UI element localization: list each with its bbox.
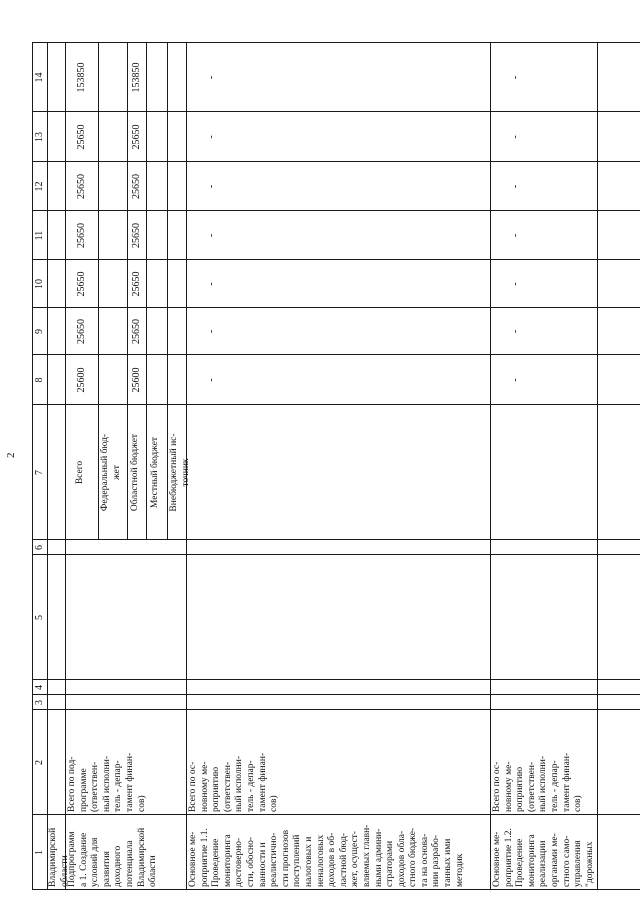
empty-value-dash: - — [510, 378, 521, 382]
funding-source-label — [169, 407, 192, 538]
measure-1-1-title-line: реалистично- — [269, 832, 280, 887]
row-rule — [65, 42, 66, 890]
column-number-8: 8 — [34, 377, 45, 383]
measure-1-2-title-line: управления — [573, 840, 584, 887]
funding-source-label-line: Внебюджетный ис- — [169, 433, 179, 512]
empty-value-dash: - — [206, 329, 217, 334]
measure-1-1-title-line: ными админи- — [373, 828, 384, 887]
subprogram-title-line: области — [148, 855, 159, 887]
measure-1-1-title-line: методик — [454, 853, 465, 887]
measure-1-2-title-line: Проведение — [515, 838, 526, 887]
subprogram-responsible-line: программе — [78, 768, 89, 812]
funding-source-label-line: Местный бюджет — [149, 436, 160, 509]
empty-value-dash: - — [206, 184, 217, 189]
column-number-7: 7 — [34, 470, 45, 475]
column-number-9: 9 — [34, 329, 45, 334]
funding-source-label — [100, 407, 123, 538]
empty-value-dash: - — [206, 135, 217, 139]
column-rule — [32, 210, 640, 211]
budget-value: 25650 — [75, 319, 87, 344]
measure-1-1-title-line: Основное ме- — [188, 831, 198, 887]
measure-1-1-title-line: налоговых и — [303, 836, 314, 887]
budget-value: 25600 — [75, 367, 87, 393]
column-rule — [32, 554, 640, 555]
column-number-5: 5 — [34, 615, 45, 620]
budget-value: 25650 — [130, 174, 142, 199]
measure-1-1-responsible-line: Всего по ос- — [188, 761, 198, 812]
budget-value: 25650 — [130, 319, 142, 344]
measure-1-1-title-line: вляемых главн- — [361, 824, 372, 887]
measure-1-1-responsible-line: тамент финан- — [257, 752, 268, 812]
subprogram-responsible-line: тель - депар- — [113, 760, 124, 812]
funding-source-label-line: Федеральный бюд- — [100, 433, 110, 512]
measure-1-1-title-line: ластной бюд- — [338, 832, 349, 887]
measure-1-1-responsible-line: новному ме- — [199, 761, 210, 812]
measure-1-2-responsible-line: ный исполни- — [538, 755, 549, 812]
source-row-rule — [167, 42, 168, 540]
budget-value: 153850 — [130, 62, 142, 93]
measure-1-1-title-line: страторами — [385, 840, 396, 887]
empty-value-dash: - — [206, 378, 217, 382]
column-rule — [32, 354, 640, 355]
subprogram-responsible-line: (ответствен- — [90, 761, 101, 812]
row1-label-line: области — [59, 855, 70, 887]
column-rule — [32, 404, 640, 405]
measure-1-1-responsible-line: роприятию — [211, 766, 222, 812]
funding-source-label-line: Областной бюджет — [129, 433, 140, 512]
subprogram-title-line: Владимирской — [136, 827, 147, 887]
measure-1-2-title-line: "дорожных — [584, 841, 595, 887]
subprogram-responsible-line: тамент финан- — [124, 752, 135, 812]
column-rule — [32, 679, 640, 680]
column-number-12: 12 — [34, 181, 45, 192]
measure-1-1-responsible-line: тель - депар- — [245, 760, 256, 812]
measure-1-1-responsible-line: (ответствен- — [222, 761, 233, 812]
measure-1-1-title-line: достоверно- — [234, 837, 245, 887]
column-number-13: 13 — [34, 132, 45, 142]
measure-1-1-responsible-line: ный исполни- — [234, 755, 245, 812]
measure-1-1-title-line: сти, обосно- — [245, 837, 256, 887]
row1-label-line: Владимирской — [48, 827, 58, 887]
column-number-1: 1 — [34, 850, 45, 855]
funding-source-label — [75, 407, 87, 538]
measure-1-2-title-line: стного само- — [561, 835, 572, 887]
funding-source-label-line: Всего — [74, 460, 85, 485]
source-row-rule — [146, 42, 147, 540]
subprogram-responsible-line: ный исполни- — [101, 755, 112, 812]
subprogram-title-line: а 1. Создание — [78, 832, 89, 887]
column-number-4: 4 — [34, 685, 45, 690]
measure-1-2-title-line: реализации — [538, 840, 549, 887]
measure-1-1-title-line: нии разрабо- — [431, 834, 442, 887]
measure-1-2-responsible-line: тель - депар- — [549, 760, 560, 812]
source-row-rule — [127, 42, 128, 540]
measure-1-2-responsible-line: тамент финан- — [561, 752, 572, 812]
column-rule — [32, 259, 640, 260]
page-number: 2 — [5, 452, 17, 458]
subprogram-responsible-line: сов) — [136, 795, 147, 812]
measure-1-2-responsible — [492, 712, 585, 812]
budget-value: 25650 — [75, 271, 87, 297]
subprogram-responsible-line: Всего по под- — [67, 756, 77, 812]
budget-value: 153850 — [75, 62, 87, 93]
column-number-10: 10 — [34, 279, 45, 289]
measure-1-1-title-line: танных ими — [443, 838, 454, 887]
budget-value: 25650 — [75, 174, 87, 199]
funding-source-label — [150, 407, 162, 538]
measure-1-1-responsible — [188, 712, 281, 812]
measure-1-2-title-line: Основное ме- — [492, 831, 502, 887]
measure-1-1-title-line: сти прогнозов — [280, 829, 291, 887]
subprogram-title-line: доходного — [113, 845, 124, 887]
budget-value: 25650 — [75, 223, 87, 248]
subprogram-title-line: развития — [101, 851, 112, 887]
budget-value: 25650 — [130, 271, 142, 297]
measure-1-2-responsible-line: новному ме- — [503, 761, 514, 812]
empty-value-dash: - — [206, 75, 217, 80]
measure-1-1-title-line: неналоговых — [315, 834, 326, 887]
measure-1-1-title-line: мониторинга — [222, 834, 233, 887]
column-number-3: 3 — [34, 700, 45, 705]
measure-1-1-responsible-line: сов) — [269, 795, 280, 812]
column-rule — [32, 307, 640, 308]
measure-1-1-title-line: та на основа- — [419, 833, 430, 887]
subprogram-title-line: Подпрограмм — [67, 831, 77, 887]
measure-1-2-title-line: органами ме- — [549, 833, 560, 887]
empty-value-dash: - — [510, 75, 521, 80]
empty-value-dash: - — [510, 184, 521, 189]
measure-1-2-responsible-line: сов) — [573, 795, 584, 812]
measure-1-2-title — [492, 817, 596, 887]
budget-value: 25650 — [75, 124, 87, 150]
table-edge-rule — [32, 889, 640, 890]
header-bottom-rule — [47, 42, 48, 890]
column-rule — [32, 161, 640, 162]
empty-value-dash: - — [510, 282, 521, 286]
measure-1-2-responsible-line: Всего по ос- — [492, 761, 502, 812]
measure-1-1-title-line: доходов в об- — [327, 832, 338, 887]
measure-1-1-title-line: жет, осущест- — [350, 831, 361, 887]
empty-value-dash: - — [510, 233, 521, 238]
row-rule — [597, 42, 598, 890]
budget-value: 25650 — [130, 223, 142, 248]
column-rule — [32, 694, 640, 695]
column-rule — [32, 111, 640, 112]
measure-1-2-title-line: роприятие 1.2. — [503, 828, 514, 887]
empty-value-dash: - — [206, 233, 217, 238]
row-rule — [490, 42, 491, 890]
measure-1-2-responsible-line: роприятию — [515, 766, 526, 812]
column-number-14: 14 — [34, 72, 45, 83]
measure-1-2-responsible-line: (ответствен- — [526, 761, 537, 812]
column-number-6: 6 — [34, 545, 45, 550]
empty-value-dash: - — [510, 329, 521, 334]
funding-source-label-line: точник — [180, 458, 191, 487]
budget-value: 25600 — [130, 367, 142, 393]
budget-value: 25650 — [130, 124, 142, 150]
funding-source-label-line: жет — [111, 465, 122, 480]
table-edge-rule — [32, 42, 640, 43]
measure-1-1-title-line: Проведение — [211, 838, 222, 887]
measure-1-1-title — [188, 817, 466, 887]
column-rule — [32, 539, 640, 540]
subprogram-title-line: условий для — [90, 837, 101, 887]
subprogram-title-line: потенциала — [124, 840, 135, 887]
empty-value-dash: - — [206, 282, 217, 286]
measure-1-1-title-line: ванности и — [257, 842, 268, 887]
column-rule — [32, 814, 640, 815]
measure-1-1-title-line: стного бюдже- — [408, 827, 419, 887]
empty-value-dash: - — [510, 135, 521, 139]
table-top-rule — [32, 42, 33, 890]
measure-1-1-title-line: роприятие 1.1. — [199, 828, 210, 887]
subprogram-title — [67, 817, 160, 887]
source-row-rule — [98, 42, 99, 540]
measure-1-2-title-line: мониторинга — [526, 834, 537, 887]
column-number-11: 11 — [34, 230, 45, 241]
measure-1-1-title-line: доходов обла- — [396, 830, 407, 887]
measure-1-1-title-line: поступлений — [292, 834, 303, 887]
column-rule — [32, 709, 640, 710]
column-number-2: 2 — [34, 760, 45, 765]
funding-source-label — [130, 407, 142, 538]
subprogram-responsible — [67, 712, 148, 812]
